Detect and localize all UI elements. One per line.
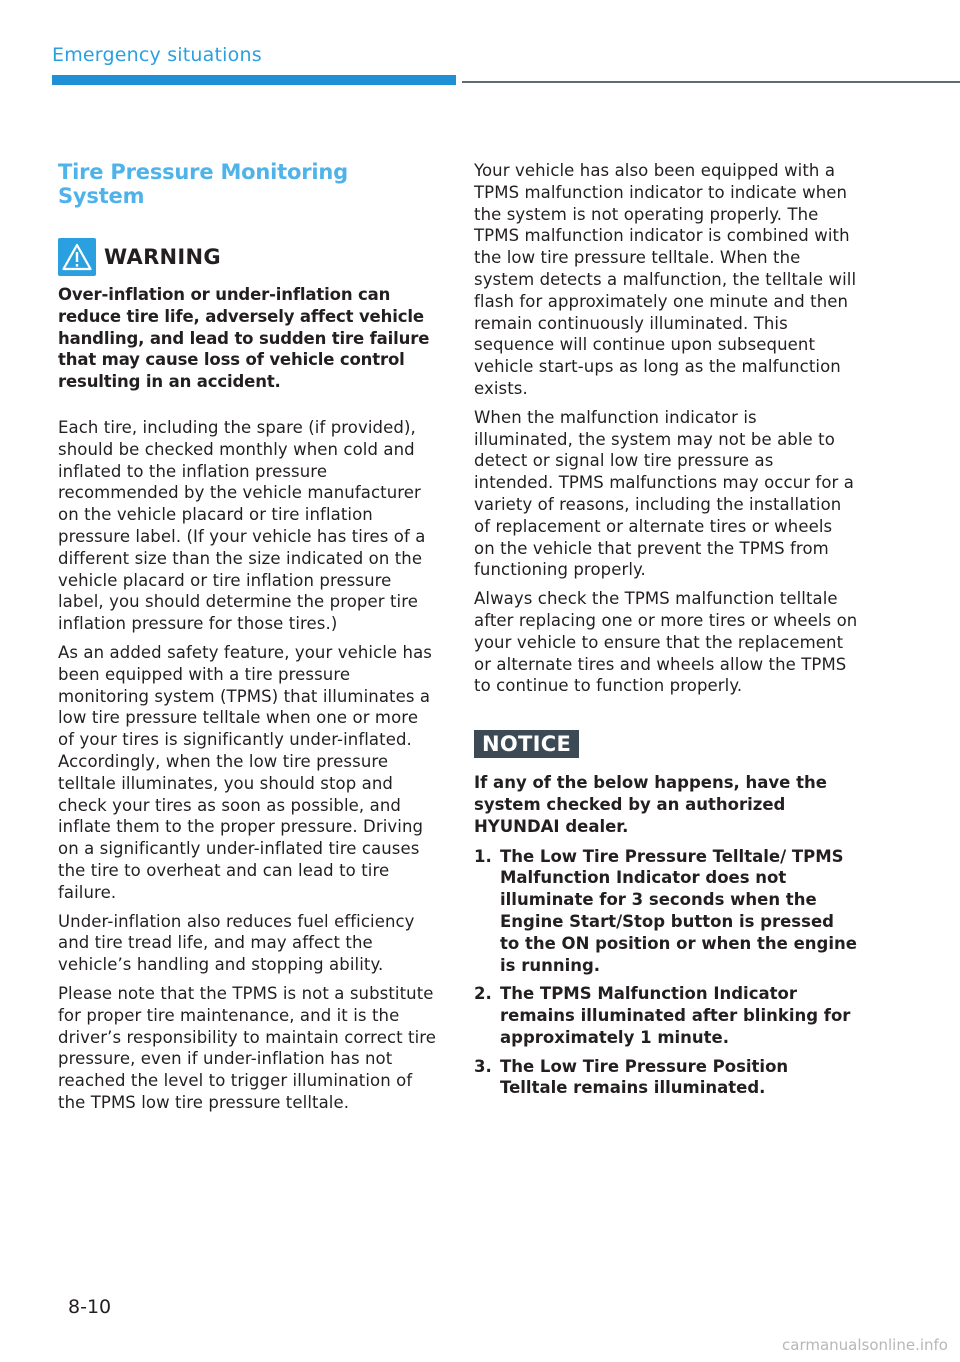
paragraph: Under-inflation also reduces fuel efficiency and tire tread life, and may affect the vehicle’s handling and stopping ability. bbox=[58, 911, 415, 975]
section-heading: Tire Pressure Monitoring System bbox=[58, 160, 348, 208]
watermark: carmanualsonline.info bbox=[782, 1336, 948, 1354]
paragraph: Please note that the TPMS is not a substitute for proper tire maintenance, and it is the driver’s responsibility to maintain correct tire pressure, even if under-inflation has not reached the level to trigger illumination of the TPMS low tire pressure telltale. bbox=[58, 983, 437, 1112]
warning-body: Over-inflation or under-inflation can reduce tire life, adversely affect vehicle handling, and lead to sudden tire failure that may cause loss of vehicle control resulting in an accident. bbox=[58, 285, 430, 392]
list-item-number: 2. bbox=[474, 984, 492, 1004]
paragraph: Your vehicle has also been equipped with a TPMS malfunction indicator to indicate when the system is not operating properly. The TPMS malfunction indicator is combined with the low tire pressure telltale. When the system detects a malfunction, the telltale will flash for approximately one minute and then remain continuously illuminated. This sequence will continue upon subsequent vehicle start-ups as long as the malfunction exists. bbox=[474, 161, 857, 398]
list-item-number: 1. bbox=[474, 846, 492, 866]
list-item bbox=[474, 1056, 858, 1100]
page-number: 8-10 bbox=[68, 1296, 112, 1318]
list-item-text: The TPMS Malfunction Indicator remains illuminated after blinking for approximately 1 minute. bbox=[500, 984, 851, 1047]
paragraph: When the malfunction indicator is illuminated, the system may not be able to detect or signal low tire pressure as intended. TPMS malfunctions may occur for a variety of reasons, including the installation of replacement or alternate tires or wheels on the vehicle that prevent the TPMS from functioning properly. bbox=[474, 407, 854, 580]
header-rule bbox=[462, 81, 960, 83]
warning-title: WARNING bbox=[104, 245, 221, 269]
paragraph: Always check the TPMS malfunction telltale after replacing one or more tires or wheels on your vehicle to ensure that the replacement or alternate tires and wheels allow the TPMS to continue to function properly. bbox=[474, 589, 858, 696]
warning-triangle-icon bbox=[58, 238, 96, 276]
list-item bbox=[474, 983, 858, 1048]
paragraph: As an added safety feature, your vehicle has been equipped with a tire pressure monitoring system (TPMS) that illuminates a low tire pressure telltale when one or more of your tires is significantly under-inflated. Accordingly, when the low tire pressure telltale illuminates, you should stop and check your tires as soon as possible, and inflate them to the proper pressure. Driving on a significantly under-inflated tire causes the tire to overheat and can lead to tire failure. bbox=[58, 642, 432, 902]
section-label: Emergency situations bbox=[52, 44, 262, 66]
left-column bbox=[58, 160, 438, 1121]
list-item-text: The Low Tire Pressure Position Telltale remains illuminated. bbox=[500, 1056, 789, 1098]
notice-badge: NOTICE bbox=[474, 730, 579, 758]
list-item-number: 3. bbox=[474, 1056, 492, 1076]
notice-list bbox=[474, 846, 858, 1100]
warning-header bbox=[58, 238, 438, 276]
list-item-text: The Low Tire Pressure Telltale/ TPMS Malfunction Indicator does not illuminate for 3 seconds when the Engine Start/Stop button is pressed to the ON position or when the engine is running. bbox=[500, 846, 857, 975]
list-item bbox=[474, 846, 858, 977]
header-rule-accent bbox=[52, 75, 456, 85]
notice-intro: If any of the below happens, have the system checked by an authorized HYUNDAI dealer. bbox=[474, 773, 827, 836]
paragraph: Each tire, including the spare (if provided), should be checked monthly when cold and inflated to the inflation pressure recommended by the vehicle manufacturer on the vehicle placard or tire inflation pressure label. (If your vehicle has tires of a different size than the size indicated on the vehicle placard or tire inflation pressure label, you should determine the proper tire inflation pressure for those tires.) bbox=[58, 417, 426, 634]
right-column bbox=[474, 160, 858, 1106]
